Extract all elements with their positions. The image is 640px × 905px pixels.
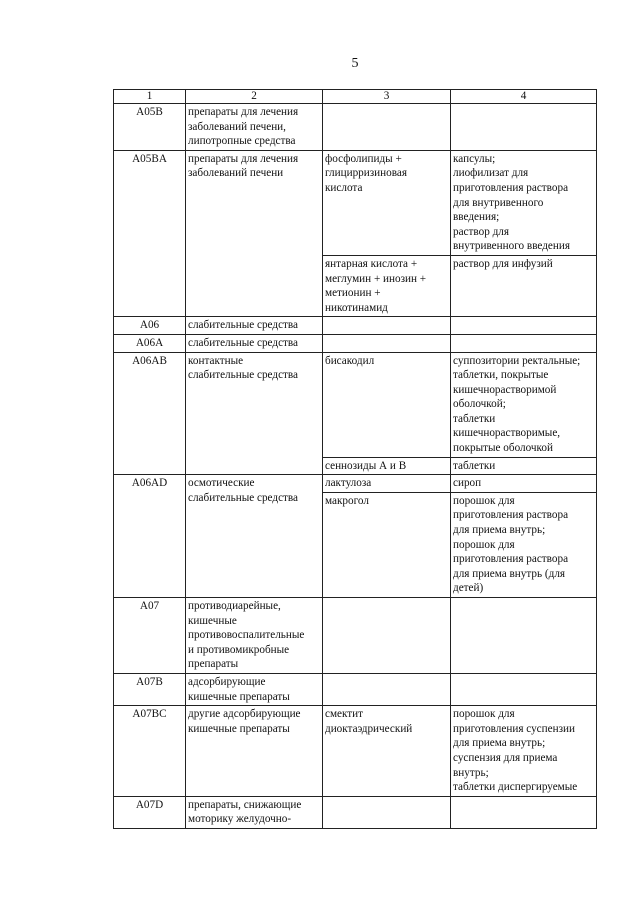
medicinal-substance-cell: макрогол — [323, 492, 451, 597]
table-body — [114, 104, 597, 829]
anatomical-therapeutic-group-cell: препараты, снижающие моторику желудочно- — [186, 796, 323, 828]
atc-code-cell: A06A — [114, 334, 186, 352]
dosage-form-cell: таблетки — [451, 457, 597, 475]
atc-code-cell: A07B — [114, 673, 186, 705]
table-row — [114, 673, 597, 705]
dosage-form-cell: суппозитории ректальные; таблетки, покрытые кишечнорастворимой оболочкой; таблетки кишечнорастворимые, покрытые оболочкой — [451, 352, 597, 457]
atc-code-cell: A06AB — [114, 352, 186, 475]
atc-code-cell: A07D — [114, 796, 186, 828]
medicinal-substance-cell: смектит диоктаэдрический — [323, 706, 451, 797]
dosage-form-cell — [451, 317, 597, 335]
medicinal-substance-cell: бисакодил — [323, 352, 451, 457]
medicinal-substance-cell: сеннозиды А и В — [323, 457, 451, 475]
dosage-form-cell — [451, 796, 597, 828]
dosage-form-cell: капсулы; лиофилизат для приготовления раствора для внутривенного введения; раствор для внутривенного введения — [451, 150, 597, 255]
atc-code-cell: A06 — [114, 317, 186, 335]
dosage-form-cell — [451, 673, 597, 705]
medicinal-substance-cell: фосфолипиды + глицирризиновая кислота — [323, 150, 451, 255]
table-row — [114, 150, 597, 255]
table-row — [114, 796, 597, 828]
atc-code-cell: A05B — [114, 104, 186, 151]
medicinal-substance-cell — [323, 334, 451, 352]
anatomical-therapeutic-group-cell: осмотические слабительные средства — [186, 475, 323, 598]
drug-classification-table — [113, 89, 597, 829]
dosage-form-cell — [451, 334, 597, 352]
column-header-3: 3 — [323, 90, 451, 104]
anatomical-therapeutic-group-cell: препараты для лечения заболеваний печени — [186, 150, 323, 317]
atc-code-cell: A07BC — [114, 706, 186, 797]
anatomical-therapeutic-group-cell: препараты для лечения заболеваний печени, липотропные средства — [186, 104, 323, 151]
atc-code-cell: A05BA — [114, 150, 186, 317]
medicinal-substance-cell: лактулоза — [323, 475, 451, 493]
table-row — [114, 352, 597, 457]
medicinal-substance-cell — [323, 104, 451, 151]
table-row — [114, 104, 597, 151]
dosage-form-cell: порошок для приготовления раствора для приема внутрь; порошок для приготовления раствора для приема внутрь (для детей) — [451, 492, 597, 597]
column-header-4: 4 — [451, 90, 597, 104]
table-row — [114, 317, 597, 335]
atc-code-cell: A07 — [114, 598, 186, 674]
medicinal-substance-cell — [323, 673, 451, 705]
medicinal-substance-cell — [323, 796, 451, 828]
table-header-row — [114, 90, 597, 104]
dosage-form-cell — [451, 104, 597, 151]
anatomical-therapeutic-group-cell: другие адсорбирующие кишечные препараты — [186, 706, 323, 797]
table-row — [114, 706, 597, 797]
anatomical-therapeutic-group-cell: слабительные средства — [186, 317, 323, 335]
dosage-form-cell — [451, 598, 597, 674]
medicinal-substance-cell — [323, 317, 451, 335]
anatomical-therapeutic-group-cell: противодиарейные, кишечные противовоспалительные и противомикробные препараты — [186, 598, 323, 674]
table-row — [114, 334, 597, 352]
table-row — [114, 598, 597, 674]
anatomical-therapeutic-group-cell: контактные слабительные средства — [186, 352, 323, 475]
anatomical-therapeutic-group-cell: адсорбирующие кишечные препараты — [186, 673, 323, 705]
anatomical-therapeutic-group-cell: слабительные средства — [186, 334, 323, 352]
atc-code-cell: A06AD — [114, 475, 186, 598]
medicinal-substance-cell: янтарная кислота + меглумин + инозин + метионин + никотинамид — [323, 255, 451, 316]
column-header-2: 2 — [186, 90, 323, 104]
page-number: 5 — [351, 56, 359, 71]
medicinal-substance-cell — [323, 598, 451, 674]
dosage-form-cell: раствор для инфузий — [451, 255, 597, 316]
dosage-form-cell: порошок для приготовления суспензии для приема внутрь; суспензия для приема внутрь; таблетки диспергируемые — [451, 706, 597, 797]
table-row — [114, 475, 597, 493]
dosage-form-cell: сироп — [451, 475, 597, 493]
column-header-1: 1 — [114, 90, 186, 104]
